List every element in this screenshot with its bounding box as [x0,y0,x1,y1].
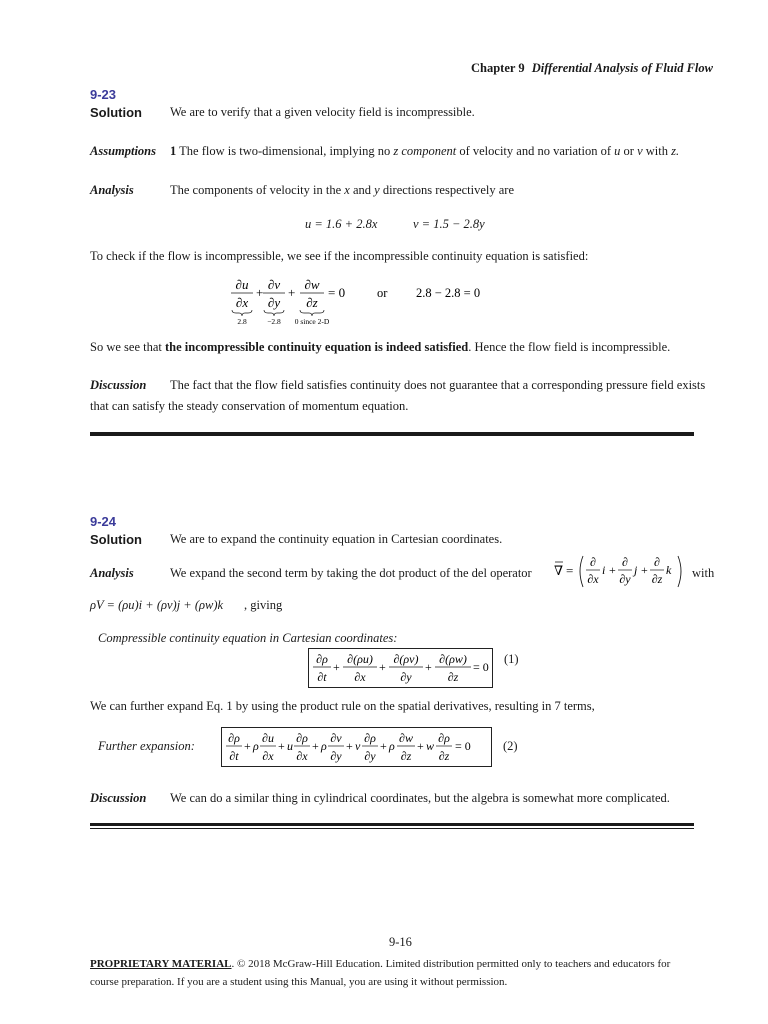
svg-text:∂u: ∂u [262,731,274,745]
svg-text:∂ρ: ∂ρ [438,731,450,745]
svg-text:+: + [609,563,616,577]
svg-text:∂z: ∂z [400,749,412,763]
assumption-part: or [623,144,634,158]
section-divider [90,432,694,436]
svg-text:∂z: ∂z [447,670,459,684]
problem-number-9-24: 9-24 [90,514,117,529]
expand-text: We can further expand Eq. 1 by using the product rule on the spatial derivatives, resulting in 7 terms, [90,699,595,713]
svg-text:u: u [287,739,293,753]
svg-text:∂x: ∂x [354,670,366,684]
svg-text:∂y: ∂y [364,749,376,763]
svg-text:∂ρ: ∂ρ [296,731,308,745]
conclusion-text [90,340,670,355]
footer-text-1: . © 2018 McGraw-Hill Education. Limited distribution permitted only to teachers and educators for [231,958,671,970]
discussion-label-9-23: Discussion [90,378,147,392]
dy-den: ∂y [267,295,281,310]
assumption-text [170,144,679,159]
del-operator [553,550,689,592]
dx-den: ∂x [235,295,249,310]
svg-text:=: = [566,563,574,578]
giving-text: , giving [244,598,283,612]
discussion-text-9-24: We can do a similar thing in cylindrical coordinates, but the algebra is somewhat more complicated. [170,791,670,805]
solution-label-9-24: Solution [90,532,142,547]
solution-text-9-24: We are to expand the continuity equation in Cartesian coordinates. [170,532,503,546]
analysis-label-9-23: Analysis [90,183,134,197]
svg-text:∂: ∂ [654,555,660,569]
analysis-part: y [374,183,380,197]
equation-2 [222,728,491,766]
solution-text-9-23: We are to verify that a given velocity field is incompressible. [170,105,475,119]
svg-text:+: + [278,739,285,753]
svg-text:∂w: ∂w [399,731,413,745]
footer-line-1 [90,958,670,970]
result-equation: 2.8 − 2.8 = 0 [416,286,481,300]
conclusion-bold: the incompressible continuity equation is indeed satisfied [164,340,469,354]
assumption-part: The flow is two-dimensional, implying no [179,144,391,158]
assumption-part: u [614,144,621,158]
svg-text:+: + [333,660,340,674]
svg-text:∂(ρw): ∂(ρw) [439,652,467,666]
svg-text:+: + [380,739,387,753]
velocity-v-equation: v = 1.5 − 2.8y [413,217,485,231]
analysis-part: directions respectively are [382,183,515,197]
equation-2-box [221,727,492,767]
analysis-label-9-24: Analysis [90,566,134,580]
footer-line-2: course preparation. If you are a student using this Manual, you are using it without permission. [90,976,508,988]
svg-text:∂y: ∂y [400,670,412,684]
discussion-label-9-24: Discussion [90,791,147,805]
section-divider-thin [90,828,694,829]
svg-text:∂ρ: ∂ρ [316,652,328,666]
svg-text:ρ: ρ [321,739,327,753]
analysis-text-9-23 [170,183,514,198]
compressible-label: Compressible continuity equation in Cartesian coordinates: [98,631,398,645]
svg-text:∂: ∂ [622,555,628,569]
chapter-title: Differential Analysis of Fluid Flow [531,61,713,75]
svg-text:∂(ρv): ∂(ρv) [393,652,419,666]
svg-text:+: + [641,563,648,577]
page-number: 9-16 [389,935,412,949]
svg-text:ρ: ρ [389,739,395,753]
rhoV-expression: ρV = (ρu)i + (ρv)j + (ρw)k [90,598,224,612]
svg-text:k: k [666,563,672,577]
assumption-part: z. [671,144,680,158]
dz-den: ∂z [306,295,318,310]
dv-num: ∂v [267,277,281,292]
du-num: ∂u [235,277,249,292]
proprietary-label: PROPRIETARY MATERIAL [90,958,232,970]
with-text: with [692,566,715,580]
assumptions-label: Assumptions [90,144,157,158]
svg-text:∂y: ∂y [619,572,631,586]
svg-text:∂y: ∂y [330,749,342,763]
equation-2-number: (2) [503,739,518,753]
svg-text:∂z: ∂z [651,572,663,586]
plus: + [288,285,296,300]
svg-text:w: w [426,739,435,753]
equation-1 [309,649,492,687]
svg-text:∂t: ∂t [317,670,327,684]
svg-text:∂(ρu): ∂(ρu) [347,652,373,666]
svg-text:= 0: = 0 [473,660,489,674]
svg-text:∂: ∂ [590,555,596,569]
velocity-u-equation: u = 1.6 + 2.8x [305,217,378,231]
running-header [471,61,713,76]
or-text: or [377,286,388,300]
analysis-part: The components of velocity in the [170,183,342,197]
svg-text:∂v: ∂v [330,731,342,745]
problem-number-9-23: 9-23 [90,87,117,102]
svg-text:∂x: ∂x [262,749,274,763]
discussion-line-2: that can satisfy the steady conservation of momentum equation. [90,399,409,413]
svg-text:∂x: ∂x [296,749,308,763]
check-text: To check if the flow is incompressible, we see if the incompressible continuity equation is satisfied: [90,249,589,263]
svg-text:∂ρ: ∂ρ [228,731,240,745]
svg-text:ρ: ρ [253,739,259,753]
svg-text:+: + [417,739,424,753]
svg-text:∂ρ: ∂ρ [364,731,376,745]
equals-zero: = 0 [328,285,346,300]
assumption-part: with [645,144,669,158]
svg-text:v: v [355,739,361,753]
svg-text:i: i [602,563,606,577]
assumption-number: 1 [170,144,177,158]
du-value: 2.8 [237,317,247,326]
further-expansion-label: Further expansion: [98,739,195,753]
analysis-text-9-24: We expand the second term by taking the dot product of the del operator [170,566,532,580]
solution-label-9-23: Solution [90,105,142,120]
svg-text:∂x: ∂x [587,572,599,586]
assumption-part: z component [393,144,457,158]
discussion-line-1: The fact that the flow field satisfies continuity does not guarantee that a corresponding pressure field exists [170,378,706,392]
svg-text:= 0: = 0 [455,739,471,753]
equation-1-number: (1) [504,652,519,666]
assumption-part: v [637,144,643,158]
svg-text:j: j [634,563,638,577]
conclusion-part: So we see that [90,340,162,354]
conclusion-part: . Hence the flow field is incompressible. [468,340,671,354]
analysis-part: and [352,183,372,197]
chapter-label: Chapter 9 [471,61,525,75]
continuity-equation-9-23 [226,274,496,326]
plus: + [256,285,264,300]
svg-text:+: + [425,660,432,674]
svg-text:∂t: ∂t [229,749,239,763]
equation-1-box [308,648,493,688]
assumption-part: of velocity and no variation of [459,144,612,158]
svg-text:+: + [346,739,353,753]
svg-text:+: + [379,660,386,674]
section-divider [90,823,694,826]
svg-text:∇: ∇ [554,563,564,578]
svg-text:+: + [312,739,319,753]
svg-text:∂z: ∂z [438,749,450,763]
svg-text:+: + [244,739,251,753]
dw-value: 0 since 2-D [294,317,330,326]
analysis-part: x [344,183,350,197]
dv-value: −2.8 [267,317,281,326]
dw-num: ∂w [304,277,320,292]
